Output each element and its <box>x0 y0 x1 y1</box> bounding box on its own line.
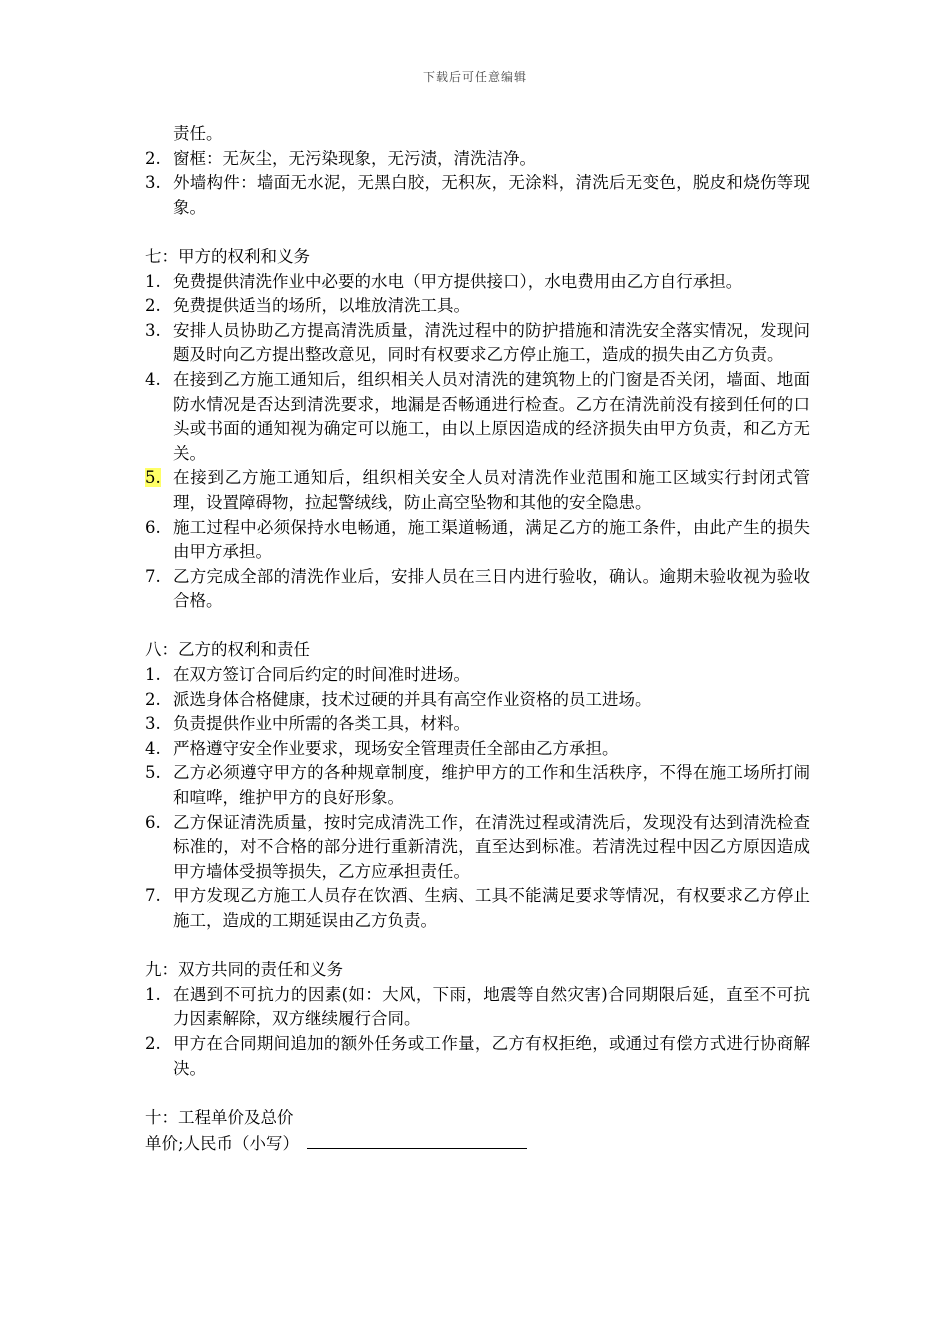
list-item <box>145 761 810 810</box>
list-item <box>145 270 810 295</box>
item-number: 6. <box>145 517 161 537</box>
item-number: 3. <box>145 320 161 340</box>
list-item <box>145 565 810 614</box>
unit-price-line <box>145 1130 810 1157</box>
item-text: 外墙构件：墙面无水泥，无黑白胶，无积灰，无涂料，清洗后无变色，脱皮和烧伤等现象。 <box>173 173 810 217</box>
item-number: 1. <box>145 984 161 1004</box>
section-9-list <box>145 983 810 1081</box>
item-number: 4. <box>145 369 161 389</box>
item-number: 2. <box>145 148 161 168</box>
list-item <box>145 663 810 688</box>
list-item <box>145 1032 810 1081</box>
section-7-list <box>145 270 810 614</box>
item-number: 1. <box>145 271 161 291</box>
list-item <box>145 884 810 933</box>
item-number: 7. <box>145 566 161 586</box>
item-number: 3. <box>145 173 161 193</box>
item-text: 乙方完成全部的清洗作业后，安排人员在三日内进行验收，确认。逾期未验收视为验收合格。 <box>173 566 810 611</box>
list-item <box>145 983 810 1032</box>
item-number: 6. <box>145 812 161 832</box>
list-item <box>145 319 810 368</box>
item-text: 安排人员协助乙方提高清洗质量，清洗过程中的防护措施和清洗安全落实情况，发现问题及时向乙方提出整改意见，同时有权要求乙方停止施工，造成的损失由乙方负责。 <box>173 320 810 365</box>
item-text: 乙方保证清洗质量，按时完成清洗工作，在清洗过程或清洗后，发现没有达到清洗检查标准的，对不合格的部分进行重新清洗，直至达到标准。若清洗过程中因乙方原因造成甲方墙体受损等损失，乙方应承担责任。 <box>173 812 810 881</box>
item-text: 在接到乙方施工通知后，组织相关人员对清洗的建筑物上的门窗是否关闭，墙面、地面防水情况是否达到清洗要求，地漏是否畅通进行检查。乙方在清洗前没有接到任何的口头或书面的通知视为确定可以施工，由以上原因造成的经济损失由甲方负责，和乙方无关。 <box>173 369 810 463</box>
list-item <box>145 737 810 762</box>
list-item <box>145 368 810 466</box>
item-number: 4. <box>145 738 161 758</box>
item-number: 2. <box>145 296 161 316</box>
item-number: 7. <box>145 886 161 906</box>
section-8-list <box>145 663 810 934</box>
list-item <box>145 171 810 220</box>
item-text: 免费提供清洗作业中必要的水电（甲方提供接口），水电费用由乙方自行承担。 <box>173 271 743 291</box>
item-text: 甲方在合同期间追加的额外任务或工作量，乙方有权拒绝，或通过有偿方式进行协商解决。 <box>173 1033 810 1078</box>
item-text: 严格遵守安全作业要求，现场安全管理责任全部由乙方承担。 <box>173 738 619 758</box>
item-number: 5. <box>145 763 161 783</box>
item-text: 免费提供适当的场所，以堆放清洗工具。 <box>173 296 470 316</box>
list-item <box>145 147 810 172</box>
list-item <box>145 712 810 737</box>
section-8-title: 八：乙方的权利和责任 <box>145 640 310 660</box>
item-text: 窗框：无灰尘，无污染现象，无污渍，清洗洁净。 <box>173 148 536 168</box>
item-number: 2. <box>145 1033 161 1053</box>
section-9-title: 九：双方共同的责任和义务 <box>145 960 343 980</box>
item-text: 派选身体合格健康，技术过硬的并具有高空作业资格的员工进场。 <box>173 689 652 709</box>
list-item <box>145 466 810 515</box>
list-item <box>145 294 810 319</box>
top-list <box>145 147 810 221</box>
item-text: 在接到乙方施工通知后，组织相关安全人员对清洗作业范围和施工区域实行封闭式管理，设置障碍物，拉起警绒线，防止高空坠物和其他的安全隐患。 <box>173 468 810 512</box>
item-number: 1. <box>145 665 161 685</box>
list-item <box>145 688 810 713</box>
item-number-highlighted <box>145 466 173 515</box>
list-item <box>145 516 810 565</box>
highlight-mark: 5. <box>145 468 161 488</box>
item-text: 在遇到不可抗力的因素(如：大风，下雨，地震等自然灾害)合同期限后延，直至不可抗力因素解除，双方继续履行合同。 <box>173 984 810 1029</box>
unit-price-blank[interactable] <box>307 1130 527 1149</box>
continuation-line: 责任。 <box>173 124 223 143</box>
item-text: 施工过程中必须保持水电畅通，施工渠道畅通，满足乙方的施工条件，由此产生的损失由甲方承担。 <box>173 517 810 562</box>
item-number: 3. <box>145 714 161 734</box>
section-7-title: 七：甲方的权利和义务 <box>145 246 310 266</box>
item-text: 甲方发现乙方施工人员存在饮酒、生病、工具不能满足要求等情况，有权要求乙方停止施工，造成的工期延误由乙方负责。 <box>173 886 810 930</box>
document-body <box>145 122 810 1157</box>
page-header: 下载后可任意编辑 <box>422 70 527 84</box>
list-item <box>145 811 810 885</box>
item-text: 负责提供作业中所需的各类工具，材料。 <box>173 714 470 734</box>
item-number: 2. <box>145 689 161 709</box>
section-10-title: 十：工程单价及总价 <box>145 1107 294 1127</box>
unit-price-label: 单价;人民币（小写） <box>145 1134 300 1154</box>
item-text: 在双方签订合同后约定的时间准时进场。 <box>173 665 470 685</box>
item-text: 乙方必须遵守甲方的各种规章制度，维护甲方的工作和生活秩序，不得在施工场所打闹和喧哗，维护甲方的良好形象。 <box>173 763 810 808</box>
